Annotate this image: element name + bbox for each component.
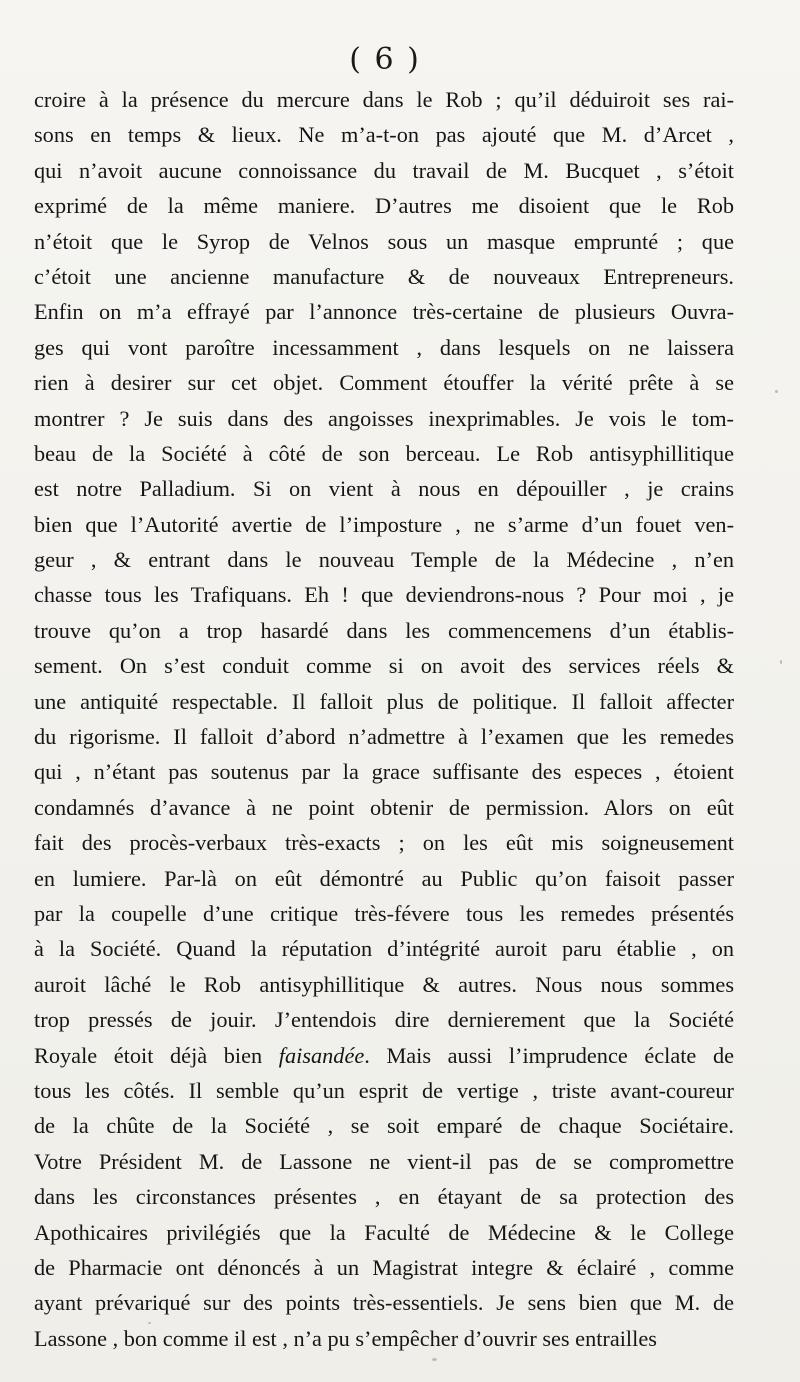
text-line: à la Société. Quand la réputation d’intégrité auroit paru établie , on <box>34 936 734 962</box>
text-line: trouve qu’on a trop hasardé dans les commencemens d’un établis- <box>34 617 734 643</box>
paper-speck <box>432 1358 437 1361</box>
text-line: ges qui vont paroître incessamment , dans lesquels on ne laissera <box>34 334 734 360</box>
text-line: Votre Président M. de Lassone ne vient-il pas de se compromettre <box>34 1148 734 1174</box>
text-line: Lassone , bon comme il est , n’a pu s’empêcher d’ouvrir ses entrailles <box>34 1325 657 1351</box>
text-line: tous les côtés. Il semble qu’un esprit de vertige , triste avant-coureur <box>34 1077 734 1103</box>
text-line: qui , n’étant pas soutenus par la grace suffisante des especes , étoient <box>34 759 734 785</box>
text-line: une antiquité respectable. Il falloit plus de politique. Il falloit affecter <box>34 688 734 714</box>
paper-speck <box>780 660 782 664</box>
text-line: dans les circonstances présentes , en étayant de sa protection des <box>34 1184 734 1210</box>
text-line: sons en temps & lieux. Ne m’a-t-on pas ajouté que M. d’Arcet , <box>34 122 734 148</box>
text-line: Royale étoit déjà bien faisandée. Mais aussi l’imprudence éclate de <box>34 1042 734 1068</box>
text-line: qui n’avoit aucune connoissance du travail de M. Bucquet , s’étoit <box>34 157 734 183</box>
text-line: chasse tous les Trafiquans. Eh ! que deviendrons-nous ? Pour moi , je <box>34 582 734 608</box>
body-text <box>34 82 734 1356</box>
text-line: geur , & entrant dans le nouveau Temple de la Médecine , n’en <box>34 547 734 573</box>
text-line: bien que l’Autorité avertie de l’imposture , ne s’arme d’un fouet ven- <box>34 511 734 537</box>
italic-word: faisandée <box>278 1042 365 1068</box>
text-line: Apothicaires privilégiés que la Faculté de Médecine & le College <box>34 1219 734 1245</box>
text-line: de la chûte de la Société , se soit emparé de chaque Sociétaire. <box>34 1113 734 1139</box>
text-line: ayant prévariqué sur des points très-essentiels. Je sens bien que M. de <box>34 1290 734 1316</box>
text-line: Enfin on m’a effrayé par l’annonce très-certaine de plusieurs Ouvra- <box>34 299 734 325</box>
text-line: en lumiere. Par-là on eût démontré au Public qu’on faisoit passer <box>34 865 734 891</box>
text-line: rien à desirer sur cet objet. Comment étouffer la vérité prête à se <box>34 370 734 396</box>
text-line: est notre Palladium. Si on vient à nous en dépouiller , je crains <box>34 476 734 502</box>
text-line: beau de la Société à côté de son berceau. Le Rob antisyphillitique <box>34 440 734 466</box>
page-number: ( 6 ) <box>349 42 421 77</box>
text-line: du rigorisme. Il falloit d’abord n’admettre à l’examen que les remedes <box>34 724 734 750</box>
text-line: fait des procès-verbaux très-exacts ; on les eût mis soigneusement <box>34 830 734 856</box>
text-line: condamnés d’avance à ne point obtenir de permission. Alors on eût <box>34 794 734 820</box>
text-line: croire à la présence du mercure dans le Rob ; qu’il déduiroit ses rai- <box>34 87 734 112</box>
text-line: sement. On s’est conduit comme si on avoit des services réels & <box>34 653 734 679</box>
text-line: de Pharmacie ont dénoncés à un Magistrat integre & éclairé , comme <box>34 1254 734 1280</box>
text-line: c’étoit une ancienne manufacture & de nouveaux Entrepreneurs. <box>34 263 734 289</box>
text-line: exprimé de la même maniere. D’autres me disoient que le Rob <box>34 193 734 219</box>
text-line: par la coupelle d’une critique très-févere tous les remedes présentés <box>34 900 734 926</box>
paper-speck <box>775 390 778 393</box>
text-line: montrer ? Je suis dans des angoisses inexprimables. Je vois le tom- <box>34 405 734 431</box>
text-line: auroit lâché le Rob antisyphillitique & autres. Nous nous sommes <box>34 971 734 997</box>
text-line: n’étoit que le Syrop de Velnos sous un masque emprunté ; que <box>34 228 734 254</box>
paper-speck <box>148 1322 151 1324</box>
text-line: trop pressés de jouir. J’entendois dire dernierement que la Société <box>34 1007 734 1033</box>
